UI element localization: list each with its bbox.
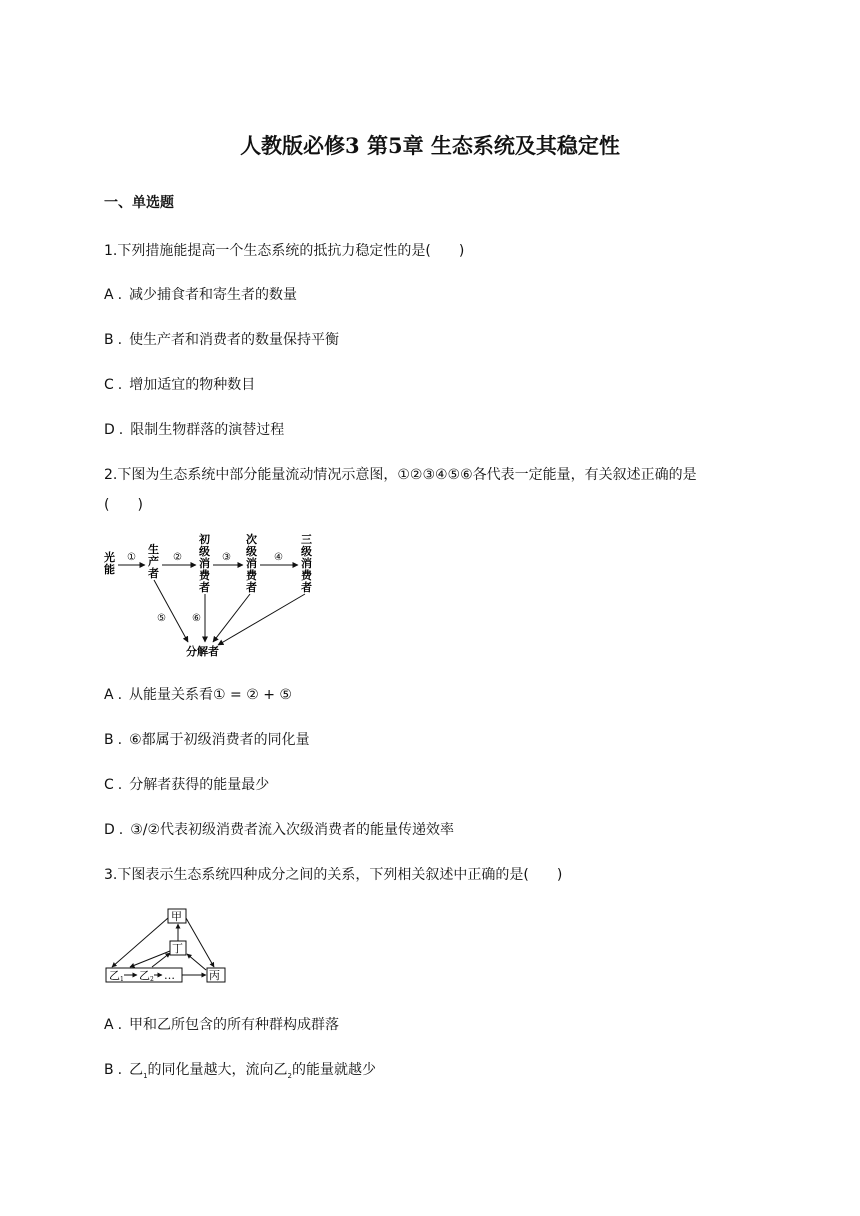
question-2-option-b: B . ⑥都属于初级消费者的同化量	[104, 732, 310, 748]
question-3-option-b: B . 乙$_1$的同化量越大，流向乙$_2$的能量就越少	[104, 1062, 376, 1080]
option-letter: C	[104, 777, 114, 793]
option-letter: C	[104, 377, 114, 393]
option-text-a: 乙	[129, 1062, 144, 1078]
option-text: 使生产者和消费者的数量保持平衡	[129, 332, 340, 348]
question-1-option-b: B . 使生产者和消费者的数量保持平衡	[104, 332, 340, 348]
question-2-stem: 2.下图为生态系统中部分能量流动情况示意图，①②③④⑤⑥各代表一定能量，有关叙述正确的是	[104, 467, 697, 483]
option-letter: A	[104, 1017, 114, 1033]
node-producer	[148, 542, 159, 580]
node-char: 三	[301, 533, 312, 546]
option-letter: B	[104, 732, 114, 748]
node-decomposer: 分解者	[186, 645, 219, 658]
node-char: 费	[301, 569, 312, 582]
label-ellipsis: …	[164, 969, 175, 982]
label-bing: 丙	[209, 969, 220, 982]
option-text-b: 的同化量越大，流向乙	[147, 1062, 288, 1078]
subscript: 1	[143, 1071, 148, 1080]
option-letter: B	[104, 332, 114, 348]
node-tertiary-consumer	[301, 533, 313, 594]
node-char: 者	[199, 581, 210, 594]
page-title: 人教版必修3 第5章 生态系统及其稳定性	[240, 133, 620, 158]
option-text: 限制生物群落的演替过程	[130, 422, 285, 438]
arrow-label: ③	[222, 552, 231, 563]
question-2-option-c: C . 分解者获得的能量最少	[104, 777, 270, 793]
node-char: 光	[104, 551, 115, 564]
option-text: ③/②代表初级消费者流入次级消费者的能量传递效率	[130, 822, 455, 838]
option-letter: D	[104, 422, 115, 438]
option-text: 甲和乙所包含的所有种群构成群落	[129, 1017, 340, 1033]
option-text: 分解者获得的能量最少	[129, 777, 270, 793]
node-char: 级	[199, 545, 210, 558]
node-char: 初	[199, 533, 210, 546]
label-jia: 甲	[171, 910, 182, 923]
arrow-tertiary-decomposer	[218, 594, 305, 645]
option-letter: A	[104, 287, 114, 303]
arrow-5	[154, 580, 188, 642]
node-char: 能	[104, 563, 115, 576]
node-char: 者	[301, 581, 312, 594]
question-1-option-a: A . 减少捕食者和寄生者的数量	[104, 287, 298, 303]
node-char: 消	[199, 557, 210, 570]
label-yi2: 乙2	[139, 969, 154, 983]
option-letter: B	[104, 1062, 114, 1078]
subscript: 2	[287, 1071, 292, 1080]
arrow-bing-ding	[187, 954, 206, 970]
arrow-label: ④	[274, 552, 283, 563]
option-letter: A	[104, 687, 114, 703]
node-char: 生	[148, 543, 159, 556]
option-text: 增加适宜的物种数目	[129, 377, 256, 393]
arrow-secondary-decomposer	[213, 594, 250, 642]
arrow-label: ⑤	[157, 613, 166, 624]
arrow-jia-yi	[112, 918, 168, 967]
node-char: 费	[199, 569, 210, 582]
arrow-label: ②	[173, 552, 182, 563]
node-primary-consumer	[198, 532, 211, 594]
node-char: 产	[148, 555, 159, 568]
node-char: 消	[246, 557, 257, 570]
node-light-energy	[104, 550, 115, 576]
option-text-c: 的能量就越少	[292, 1062, 376, 1078]
arrow-jia-bing	[186, 918, 214, 967]
label-yi1: 乙1	[109, 969, 124, 983]
question-2-option-d: D . ③/②代表初级消费者流入次级消费者的能量传递效率	[104, 822, 455, 838]
question-2-option-a: A . 从能量关系看① = ② + ⑤	[104, 687, 292, 703]
question-1-option-c: C . 增加适宜的物种数目	[104, 377, 256, 393]
option-letter: D	[104, 822, 115, 838]
node-char: 级	[301, 545, 312, 558]
arrow-label: ①	[127, 552, 136, 563]
ecosystem-components-diagram	[104, 906, 228, 988]
node-char: 费	[246, 569, 257, 582]
node-char: 次	[246, 533, 257, 546]
arrow-label: ⑥	[192, 613, 201, 624]
node-secondary-consumer	[246, 532, 258, 594]
option-text: 减少捕食者和寄生者的数量	[129, 287, 298, 303]
energy-flow-diagram	[100, 530, 340, 665]
question-3-stem: 3.下图表示生态系统四种成分之间的关系，下列相关叙述中正确的是( )	[104, 867, 563, 883]
node-char: 级	[246, 545, 257, 558]
question-1-stem: 1.下列措施能提高一个生态系统的抵抗力稳定性的是( )	[104, 243, 465, 259]
section-heading: 一、单选题	[104, 195, 174, 211]
node-char: 消	[301, 557, 312, 570]
arrow-ding-yi	[130, 951, 170, 967]
question-3-option-a: A . 甲和乙所包含的所有种群构成群落	[104, 1017, 340, 1033]
question-1-option-d: D . 限制生物群落的演替过程	[104, 422, 285, 438]
node-char: 者	[246, 581, 257, 594]
node-char: 者	[148, 567, 159, 580]
label-ding: 丁	[172, 942, 183, 955]
option-text: 从能量关系看① = ② + ⑤	[129, 687, 292, 703]
option-text: ⑥都属于初级消费者的同化量	[129, 732, 310, 748]
question-2-stem-cont: ( )	[104, 497, 143, 513]
